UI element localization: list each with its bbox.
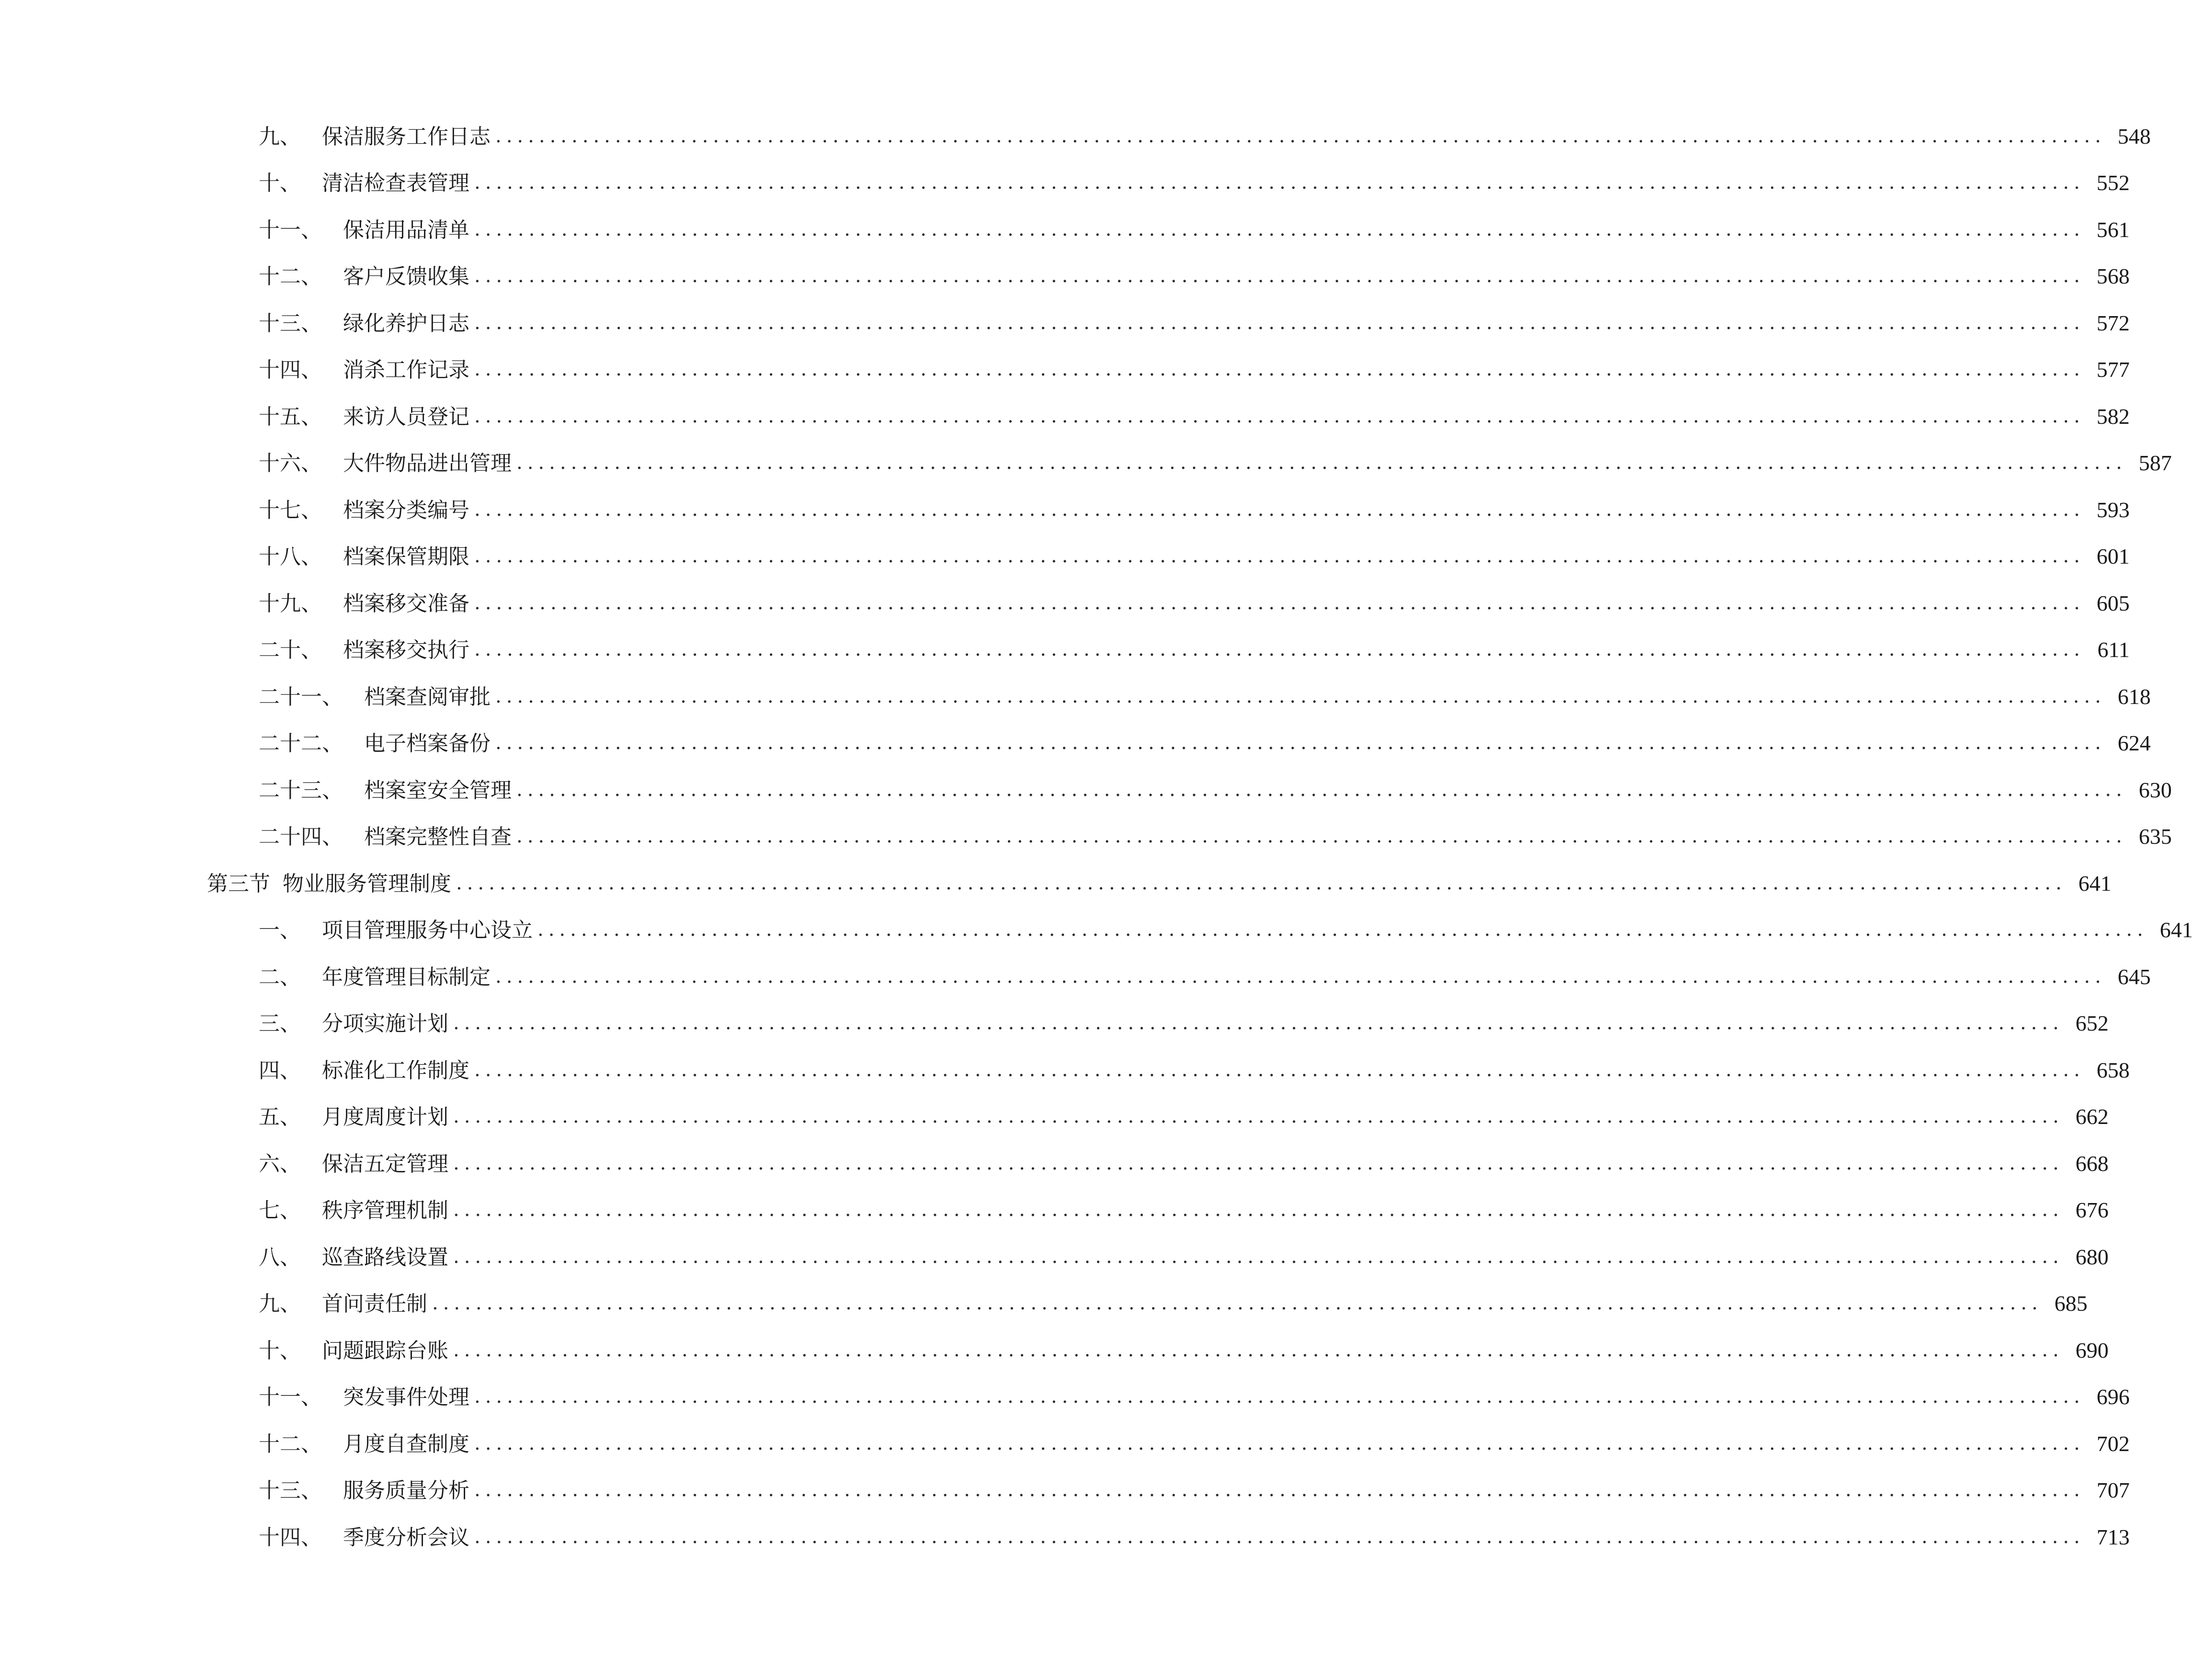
dot-leader: .................................................................................................................................................... [474, 1432, 2085, 1454]
toc-entry-page: 676 [2075, 1198, 2109, 1222]
toc-entry-number: 二十四、 [259, 825, 343, 849]
toc-entry-page: 593 [2096, 498, 2130, 522]
toc-section-entry[interactable] [0, 856, 2112, 896]
toc-entry-page: 662 [2075, 1104, 2109, 1129]
toc-entry[interactable] [0, 1276, 2088, 1316]
dot-leader: .................................................................................................................................................... [474, 312, 2085, 334]
dot-leader: .................................................................................................................................................... [516, 825, 2127, 847]
dot-leader: .................................................................................................................................................... [453, 1246, 2064, 1268]
toc-entry-page: 630 [2138, 778, 2172, 802]
toc-entry-title: 服务质量分析 [343, 1478, 469, 1503]
toc-entry-title: 档案室安全管理 [364, 778, 512, 803]
toc-entry-page: 641 [2159, 918, 2193, 942]
toc-entry[interactable] [0, 203, 2130, 242]
toc-entry[interactable] [0, 1323, 2109, 1363]
dot-leader: .................................................................................................................................................... [474, 545, 2085, 567]
toc-entry-page: 635 [2138, 824, 2172, 849]
toc-entry[interactable] [0, 576, 2130, 616]
toc-entry-number: 五、 [259, 1105, 301, 1129]
toc-entry-number: 十二、 [259, 264, 322, 289]
toc-entry-title: 档案查阅审批 [364, 685, 491, 709]
toc-entry[interactable] [0, 1510, 2130, 1550]
toc-entry[interactable] [0, 249, 2130, 289]
toc-entry-page: 668 [2075, 1151, 2109, 1176]
toc-entry-number: 十一、 [259, 1385, 322, 1409]
toc-entry[interactable] [0, 436, 2172, 476]
dot-leader: .................................................................................................................................................... [516, 452, 2127, 474]
toc-entry-title: 巡查路线设置 [322, 1245, 448, 1270]
dot-leader: .................................................................................................................................................... [474, 1526, 2085, 1548]
toc-entry-number: 二十三、 [259, 778, 343, 803]
dot-leader: .................................................................................................................................................... [537, 919, 2148, 941]
toc-entry[interactable] [0, 1183, 2109, 1223]
toc-entry-title: 大件物品进出管理 [343, 451, 512, 476]
toc-entry-title: 项目管理服务中心设立 [322, 918, 533, 942]
toc-entry-number: 三、 [259, 1011, 301, 1036]
toc-entry-title: 分项实施计划 [322, 1011, 448, 1036]
toc-entry-number: 四、 [259, 1058, 301, 1083]
toc-entry-number: 十六、 [259, 451, 322, 476]
dot-leader: .................................................................................................................................................... [474, 638, 2085, 660]
dot-leader: .................................................................................................................................................... [474, 1059, 2085, 1081]
toc-entry-number: 十四、 [259, 1525, 322, 1550]
dot-leader: .................................................................................................................................................... [474, 499, 2085, 521]
toc-entry[interactable] [0, 1090, 2109, 1129]
toc-entry-number: 十、 [259, 171, 301, 195]
dot-leader: .................................................................................................................................................... [495, 685, 2106, 707]
toc-entry-page: 696 [2096, 1385, 2130, 1409]
toc-entry-number: 六、 [259, 1152, 301, 1176]
toc-entry[interactable] [0, 1463, 2130, 1503]
dot-leader: .................................................................................................................................................... [453, 1152, 2064, 1174]
toc-entry-page: 680 [2075, 1245, 2109, 1269]
toc-entry[interactable] [0, 109, 2151, 149]
toc-entry[interactable] [0, 1136, 2109, 1176]
toc-entry-page: 658 [2096, 1058, 2130, 1082]
toc-entry-page: 605 [2096, 591, 2130, 615]
toc-entry-page: 707 [2096, 1478, 2130, 1502]
toc-entry[interactable] [0, 809, 2172, 849]
dot-leader: .................................................................................................................................................... [495, 732, 2106, 754]
toc-entry-page: 587 [2138, 451, 2172, 475]
toc-entry-number: 十九、 [259, 591, 322, 616]
toc-entry[interactable] [0, 1230, 2109, 1270]
toc-entry[interactable] [0, 950, 2151, 989]
toc-entry-title: 突发事件处理 [343, 1385, 469, 1409]
toc-entry-title: 来访人员登记 [343, 405, 469, 429]
toc-entry-title: 清洁检查表管理 [322, 171, 469, 195]
toc-entry-page: 568 [2096, 264, 2130, 288]
toc-entry-number: 十二、 [259, 1432, 322, 1456]
toc-entry[interactable] [0, 296, 2130, 336]
dot-leader: .................................................................................................................................................... [474, 1385, 2085, 1408]
toc-entry-number: 二十、 [259, 638, 322, 662]
toc-entry-title: 档案移交准备 [343, 591, 469, 616]
toc-entry-page: 702 [2096, 1431, 2130, 1456]
toc-entry[interactable] [0, 1417, 2130, 1456]
dot-leader: .................................................................................................................................................... [453, 1199, 2064, 1221]
toc-entry[interactable] [0, 529, 2130, 569]
toc-entry-page: 685 [2054, 1291, 2088, 1316]
toc-entry-page: 548 [2117, 124, 2151, 148]
toc-entry[interactable] [0, 483, 2130, 522]
toc-entry-title: 年度管理目标制定 [322, 965, 491, 989]
dot-leader: .................................................................................................................................................... [453, 1339, 2064, 1361]
dot-leader: .................................................................................................................................................... [456, 872, 2067, 894]
toc-entry-title: 保洁服务工作日志 [322, 125, 491, 149]
toc-entry-title: 消杀工作记录 [343, 358, 469, 382]
toc-entry-page: 582 [2096, 404, 2130, 429]
dot-leader: .................................................................................................................................................... [474, 1479, 2085, 1501]
toc-entry-page: 690 [2075, 1338, 2109, 1362]
toc-entry-number: 十七、 [259, 498, 322, 522]
toc-entry-number: 一、 [259, 918, 301, 942]
toc-entry[interactable] [0, 763, 2172, 803]
toc-entry-title: 秩序管理机制 [322, 1198, 448, 1223]
dot-leader: .................................................................................................................................................... [474, 218, 2085, 240]
toc-entry-title: 保洁五定管理 [322, 1152, 448, 1176]
toc-entry-number: 二十二、 [259, 731, 343, 756]
toc-entry-page: 652 [2075, 1011, 2109, 1035]
toc-entry-number: 十四、 [259, 358, 322, 382]
toc-entry-page: 624 [2117, 731, 2151, 755]
toc-entry-title: 档案分类编号 [343, 498, 469, 522]
toc-entry-page: 618 [2117, 684, 2151, 709]
toc-entry-page: 572 [2096, 311, 2130, 335]
toc-entry-page: 645 [2117, 965, 2151, 989]
toc-section-number: 第三节 [207, 872, 270, 896]
toc-entry-number: 十三、 [259, 1478, 322, 1503]
dot-leader: .................................................................................................................................................... [495, 125, 2106, 147]
toc-entry-number: 十三、 [259, 311, 322, 336]
toc-entry[interactable] [0, 996, 2109, 1036]
toc-entry-title: 客户反馈收集 [343, 264, 469, 289]
toc-entry-number: 二、 [259, 965, 301, 989]
dot-leader: .................................................................................................................................................... [474, 592, 2085, 614]
toc-entry[interactable] [0, 903, 2193, 942]
toc-entry[interactable] [0, 623, 2130, 662]
toc-entry[interactable] [0, 670, 2151, 709]
toc-entry-title: 月度自查制度 [343, 1432, 469, 1456]
toc-entry-page: 552 [2096, 170, 2130, 195]
toc-entry-title: 问题跟踪台账 [322, 1339, 448, 1363]
toc-section-title: 物业服务管理制度 [283, 872, 451, 896]
toc-entry-page: 713 [2096, 1525, 2130, 1549]
toc-entry[interactable] [0, 1043, 2130, 1083]
toc-entry-page: 561 [2096, 217, 2130, 242]
toc-entry-number: 十一、 [259, 218, 322, 242]
toc-entry-title: 档案保管期限 [343, 545, 469, 569]
dot-leader: .................................................................................................................................................... [474, 265, 2085, 287]
toc-entry[interactable] [0, 1370, 2130, 1409]
toc-entry-number: 十五、 [259, 405, 322, 429]
dot-leader: .................................................................................................................................................... [516, 779, 2127, 801]
dot-leader: .................................................................................................................................................... [495, 965, 2106, 988]
toc-entry-title: 电子档案备份 [364, 731, 491, 756]
toc-entry-title: 档案移交执行 [343, 638, 469, 662]
toc-entry-number: 二十一、 [259, 685, 343, 709]
toc-entry[interactable] [0, 389, 2130, 429]
toc-entry-title: 标准化工作制度 [322, 1058, 469, 1083]
toc-entry-number: 九、 [259, 125, 301, 149]
toc-entry-page: 611 [2097, 637, 2130, 662]
toc-entry-title: 绿化养护日志 [343, 311, 469, 336]
dot-leader: .................................................................................................................................................... [474, 171, 2085, 193]
toc-entry-page: 601 [2096, 544, 2130, 568]
toc-entry-title: 档案完整性自查 [364, 825, 512, 849]
dot-leader: .................................................................................................................................................... [453, 1105, 2064, 1127]
toc-entry-title: 首问责任制 [322, 1292, 427, 1316]
toc-entry[interactable] [0, 342, 2130, 382]
toc-entry-page: 577 [2096, 357, 2130, 382]
toc-entry-title: 月度周度计划 [322, 1105, 448, 1129]
toc-entry[interactable] [0, 716, 2151, 756]
toc-entry-title: 保洁用品清单 [343, 218, 469, 242]
dot-leader: .................................................................................................................................................... [474, 405, 2085, 427]
dot-leader: .................................................................................................................................................... [474, 358, 2085, 380]
toc-entry-page: 641 [2078, 871, 2112, 896]
toc-entry-number: 七、 [259, 1198, 301, 1223]
toc-entry-number: 十八、 [259, 545, 322, 569]
dot-leader: .................................................................................................................................................... [453, 1012, 2064, 1034]
toc-entry-title: 季度分析会议 [343, 1525, 469, 1550]
toc-entry-number: 九、 [259, 1292, 301, 1316]
dot-leader: .................................................................................................................................................... [432, 1292, 2043, 1314]
toc-entry-number: 八、 [259, 1245, 301, 1270]
toc-entry-number: 十、 [259, 1339, 301, 1363]
toc-entry[interactable] [0, 156, 2130, 195]
